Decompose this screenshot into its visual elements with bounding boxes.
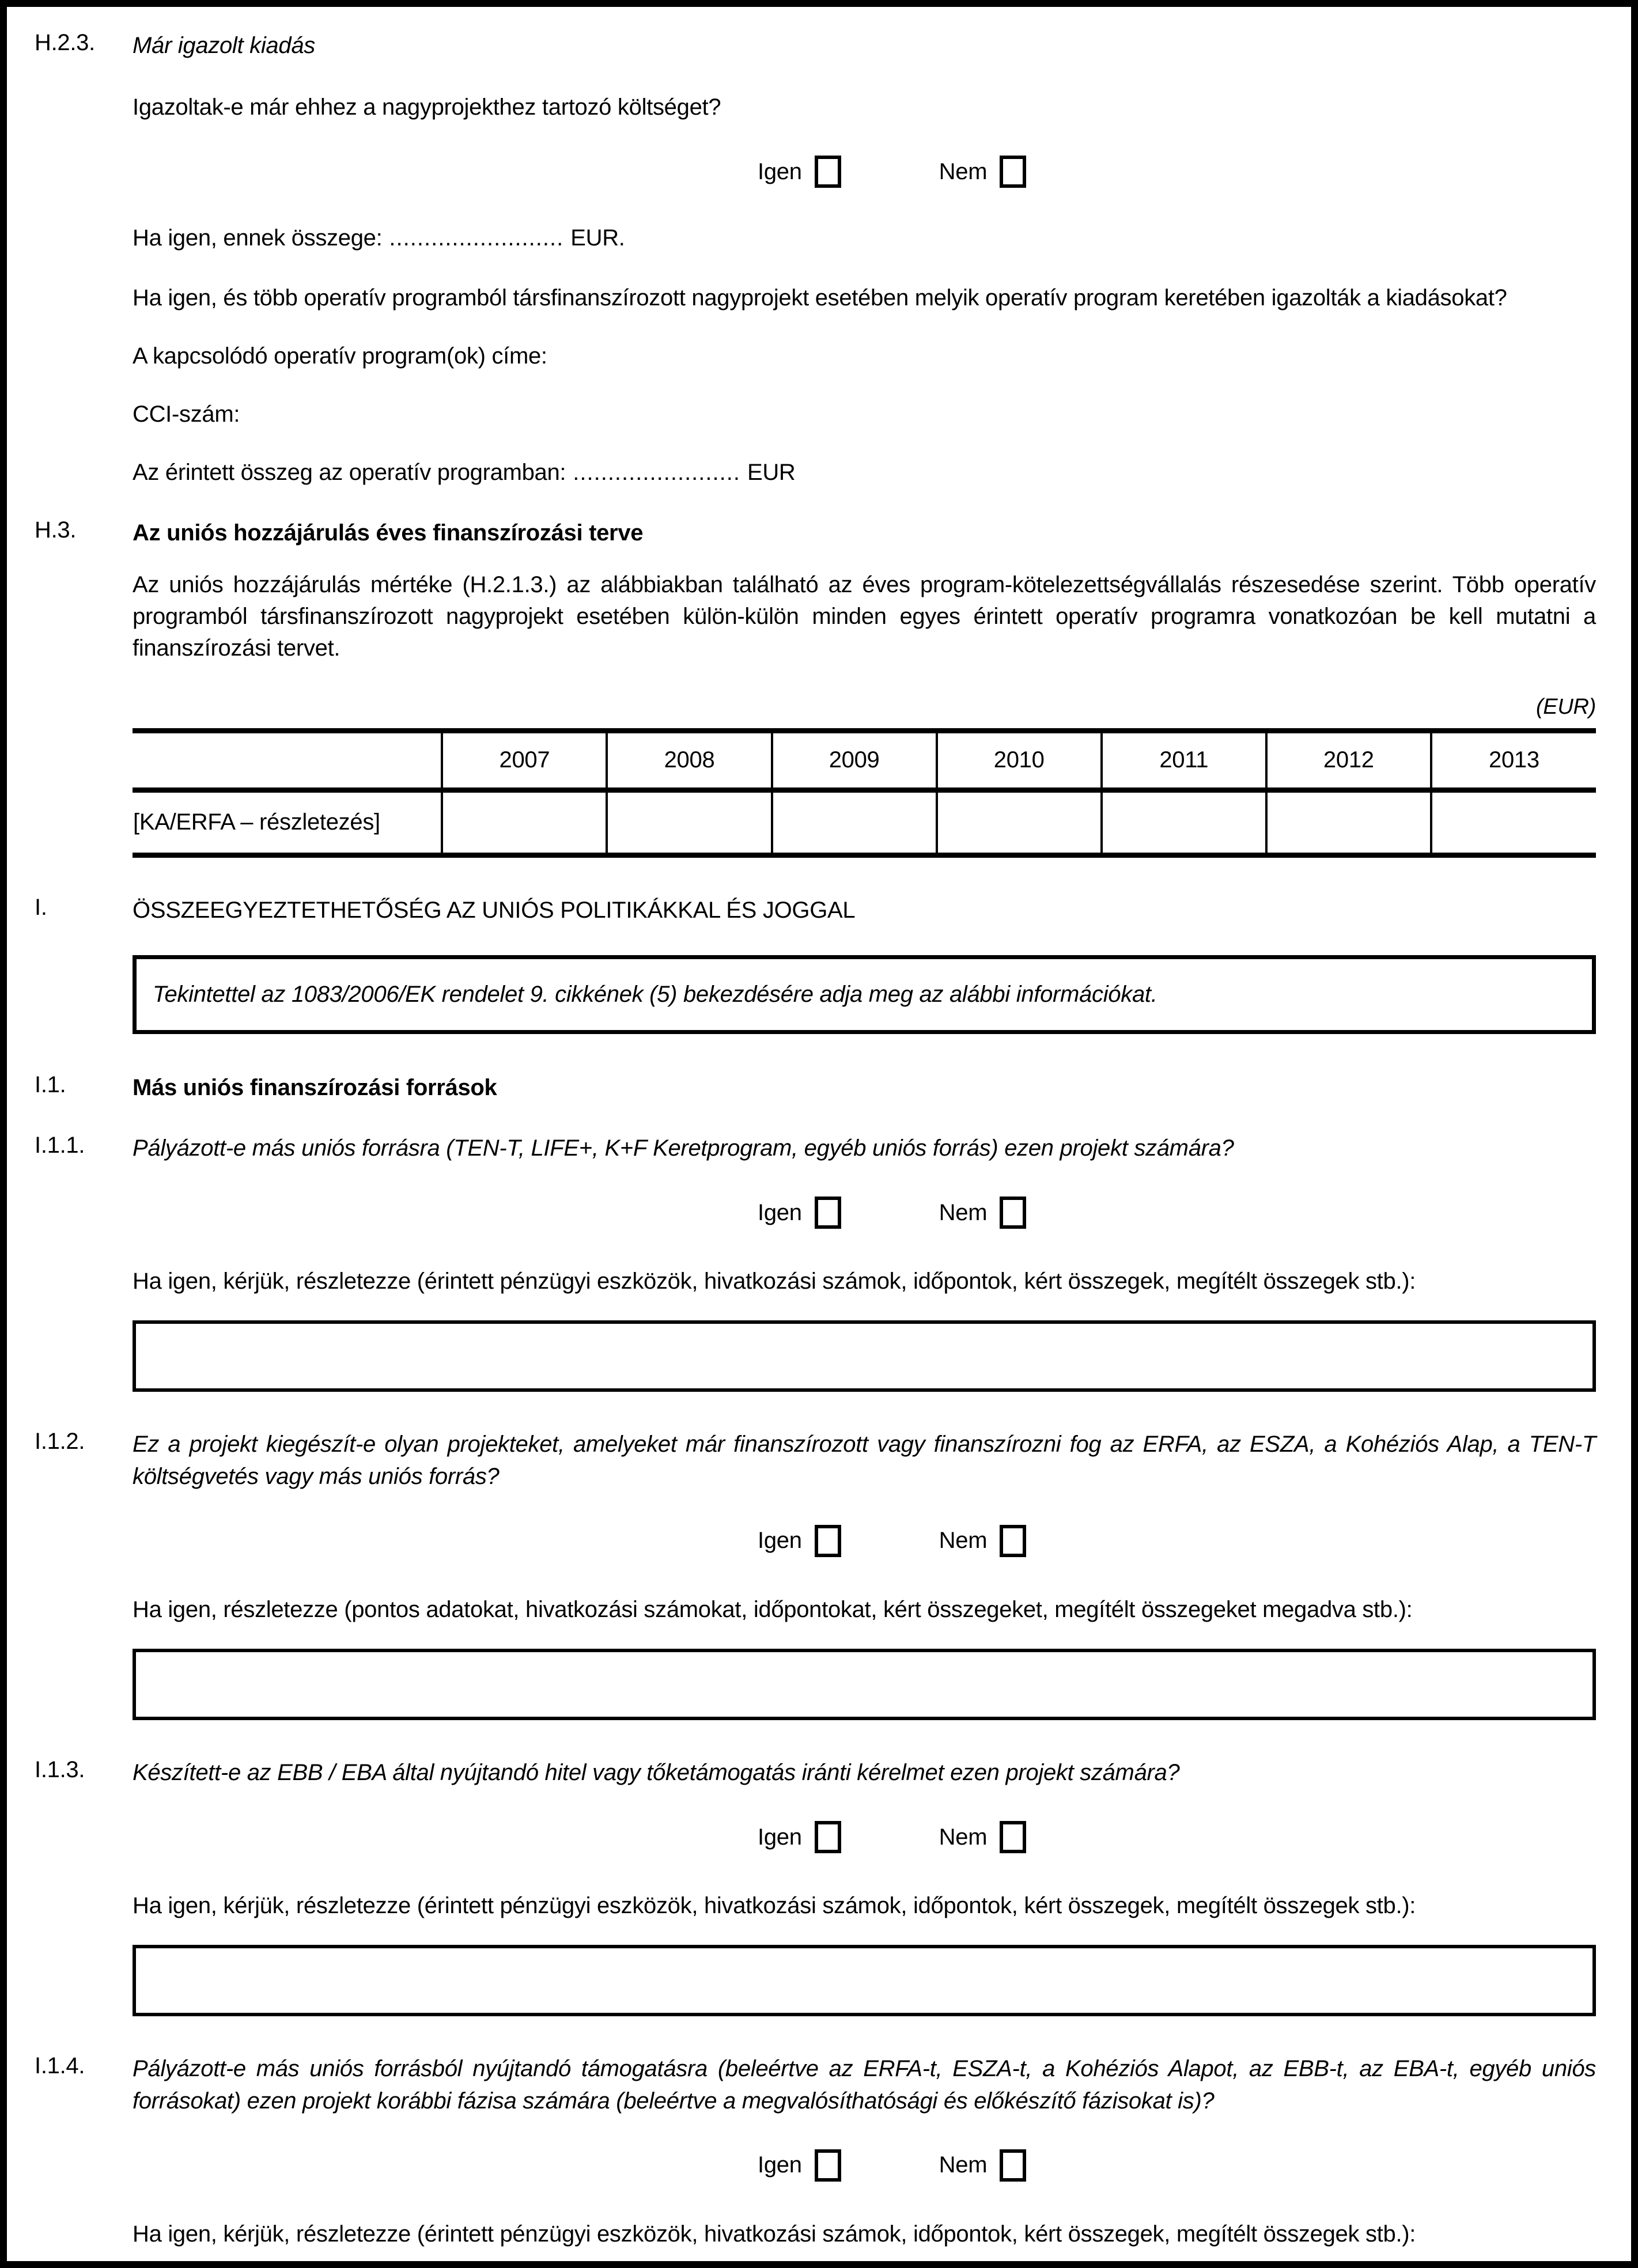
regulation-note-box: Tekintettel az 1083/2006/EK rendelet 9. cikkének (5) bekezdésére adja meg az alábbi információkat. [133,955,1596,1034]
i14-detail-row [35,2218,1596,2250]
h23-amount-prefix: Ha igen, ennek összege: [133,225,383,251]
h23-yes-checkbox[interactable] [815,156,841,188]
i12-yes-checkbox[interactable] [815,1525,841,1557]
question-text-i12: Ez a projekt kiegészít-e olyan projekteket, amelyeket már finanszírozott vagy finanszírozni fog az ERFA, az ESZA, a Kohéziós Alap, a TEN-T költségvetés vagy más uniós forrás? [133,1432,1596,1489]
i12-detail-row [35,1594,1596,1626]
section-number-h3: H.3. [35,517,77,543]
i11-detail-row [35,1266,1596,1297]
i13-detail-label: Ha igen, kérjük, részletezze (érintett pénzügyi eszközök, hivatkozási számok, időpontok, kért összegek, megítélt összegek stb.): [133,1893,1416,1919]
i11-detail-label: Ha igen, kérjük, részletezze (érintett pénzügyi eszközök, hivatkozási számok, időpontok, kért összegek, megítélt összegek stb.): [133,1269,1416,1294]
h23-related-programs-row [35,340,1596,372]
year-header-2009: 2009 [772,730,937,790]
i12-no-checkbox[interactable] [1000,1525,1026,1557]
question-number-i14: I.1.4. [35,2053,85,2079]
question-i11-row [35,1133,1596,1164]
question-i12-row [35,1429,1596,1492]
h3-paragraph-row [35,569,1596,665]
yes-label: Igen [758,1824,802,1850]
i13-yes-no-row [35,1821,1596,1853]
i11-answer-box[interactable] [133,1320,1596,1392]
h23-cci-label: CCI-szám: [133,401,240,427]
i12-answer-box[interactable] [133,1649,1596,1720]
i12-answer-row [35,1649,1596,1720]
question-text-i11: Pályázott-e más uniós forrásra (TEN-T, LIFE+, K+F Keretprogram, egyéb uniós forrás) ezen projekt számára? [133,1135,1234,1161]
i13-answer-box[interactable] [133,1945,1596,2016]
h23-amount-suffix: EUR. [570,225,625,251]
section-title-h3: Az uniós hozzájárulás éves finanszírozási terve [133,520,644,546]
h23-multi-op-question: Ha igen, és több operatív programból társfinanszírozott nagyprojekt esetében melyik operatív program keretében igazolták a kiadásokat? [133,285,1507,311]
section-number-i: I. [35,894,47,920]
question-text-i14: Pályázott-e más uniós forrásból nyújtandó támogatásra (beleértve az ERFA-t, ESZA-t, a Kohéziós Alapot, az EBB-t, az EBA-t, egyéb uniós forrásokat) ezen projekt korábbi fázisa számára (beleértve a megvalósíthatósági és előkészítő fázisokat is)? [133,2056,1596,2114]
h23-op-amount-blank[interactable]: ........................ [573,460,740,486]
i11-yes-checkbox[interactable] [815,1197,841,1229]
question-text-i13: Készített-e az EBB / EBA által nyújtandó hitel vagy tőketámogatás iránti kérelmet ezen projekt számára? [133,1760,1180,1785]
i13-detail-row [35,1890,1596,1922]
financing-cell-2013[interactable] [1431,790,1596,855]
financing-plan-table [133,728,1596,858]
question-i13-row [35,1757,1596,1789]
h23-amount-blank[interactable]: ......................... [389,225,564,251]
h23-question: Igazoltak-e már ehhez a nagyprojekthez tartozó költséget? [133,94,721,120]
section-title-i: ÖSSZEEGYEZTETHETŐSÉG AZ UNIÓS POLITIKÁKKAL ÉS JOGGAL [133,897,856,923]
i12-yes-no-row [35,1525,1596,1557]
question-i14-row [35,2053,1596,2116]
section-i-heading [35,895,1596,926]
question-number-i11: I.1.1. [35,1133,85,1158]
section-number-i1: I.1. [35,1071,66,1097]
year-header-2012: 2012 [1266,730,1431,790]
yes-label: Igen [758,2152,802,2178]
year-header-2013: 2013 [1431,730,1596,790]
h3-currency-note: (EUR) [1535,695,1596,720]
i14-yes-no-row [35,2149,1596,2182]
no-label: Nem [939,1199,988,1225]
h3-table-row [35,728,1596,858]
i14-no-checkbox[interactable] [1000,2149,1026,2182]
i13-no-checkbox[interactable] [1000,1821,1026,1853]
financing-cell-2009[interactable] [772,790,937,855]
i13-answer-row [35,1945,1596,2016]
i11-yes-no-row [35,1197,1596,1229]
h23-no-checkbox[interactable] [1000,156,1026,188]
h23-multi-op-row [35,282,1596,314]
i11-no-checkbox[interactable] [1000,1197,1026,1229]
i14-detail-label: Ha igen, kérjük, részletezze (érintett pénzügyi eszközök, hivatkozási számok, időpontok, kért összegek, megítélt összegek stb.): [133,2221,1416,2247]
financing-table-data-row [133,790,1596,855]
financing-cell-2011[interactable] [1102,790,1266,855]
section-title-i1: Más uniós finanszírozási források [133,1074,497,1100]
h3-currency-note-row [35,692,1596,722]
h23-op-amount-prefix: Az érintett összeg az operatív programban: [133,460,566,486]
i11-answer-row [35,1320,1596,1392]
no-label: Nem [939,1824,988,1850]
year-header-2011: 2011 [1102,730,1266,790]
h23-question-row [35,92,1596,123]
year-header-2010: 2010 [937,730,1102,790]
financing-row-label: [KA/ERFA – részletezés] [133,809,380,835]
i13-yes-checkbox[interactable] [815,1821,841,1853]
financing-cell-2010[interactable] [937,790,1102,855]
financing-table-corner-cell [133,730,442,790]
h23-amount-row [35,222,1596,254]
yes-label: Igen [758,158,802,184]
no-label: Nem [939,1528,988,1554]
yes-label: Igen [758,1528,802,1554]
i12-detail-label: Ha igen, részletezze (pontos adatokat, hivatkozási számokat, időpontokat, kért összegeket, megítélt összegeket megadva stb.): [133,1596,1413,1622]
section-number-h23: H.2.3. [35,30,95,55]
h23-op-amount-suffix: EUR [747,460,796,486]
question-number-i12: I.1.2. [35,1429,85,1455]
no-label: Nem [939,158,988,184]
h3-paragraph: Az uniós hozzájárulás mértéke (H.2.1.3.) az alábbiakban található az éves program-kötelezettségvállalás részesedése szerint. Több operatív programból társfinanszírozott nagyprojekt esetében külön-külön minden egyes érintett operatív programra vonatkozóan be kell mutatni a finanszírozási tervet. [133,571,1596,661]
h23-op-amount-row [35,457,1596,489]
question-number-i13: I.1.3. [35,1757,85,1782]
no-label: Nem [939,2152,988,2178]
financing-table-header-row [133,730,1596,790]
yes-label: Igen [758,1199,802,1225]
section-h23-heading [35,30,1596,62]
year-header-2008: 2008 [607,730,771,790]
i14-yes-checkbox[interactable] [815,2149,841,2182]
section-h3-heading [35,517,1596,549]
section-i1-heading [35,1072,1596,1104]
i-note-row [35,955,1596,1034]
financing-cell-2007[interactable] [442,790,607,855]
h23-related-programs-label: A kapcsolódó operatív program(ok) címe: [133,343,547,369]
section-title-h23: Már igazolt kiadás [133,33,315,58]
financing-cell-2008[interactable] [607,790,771,855]
h23-yes-no-row [35,156,1596,188]
h23-cci-row [35,399,1596,430]
financing-cell-2012[interactable] [1266,790,1431,855]
year-header-2007: 2007 [442,730,607,790]
